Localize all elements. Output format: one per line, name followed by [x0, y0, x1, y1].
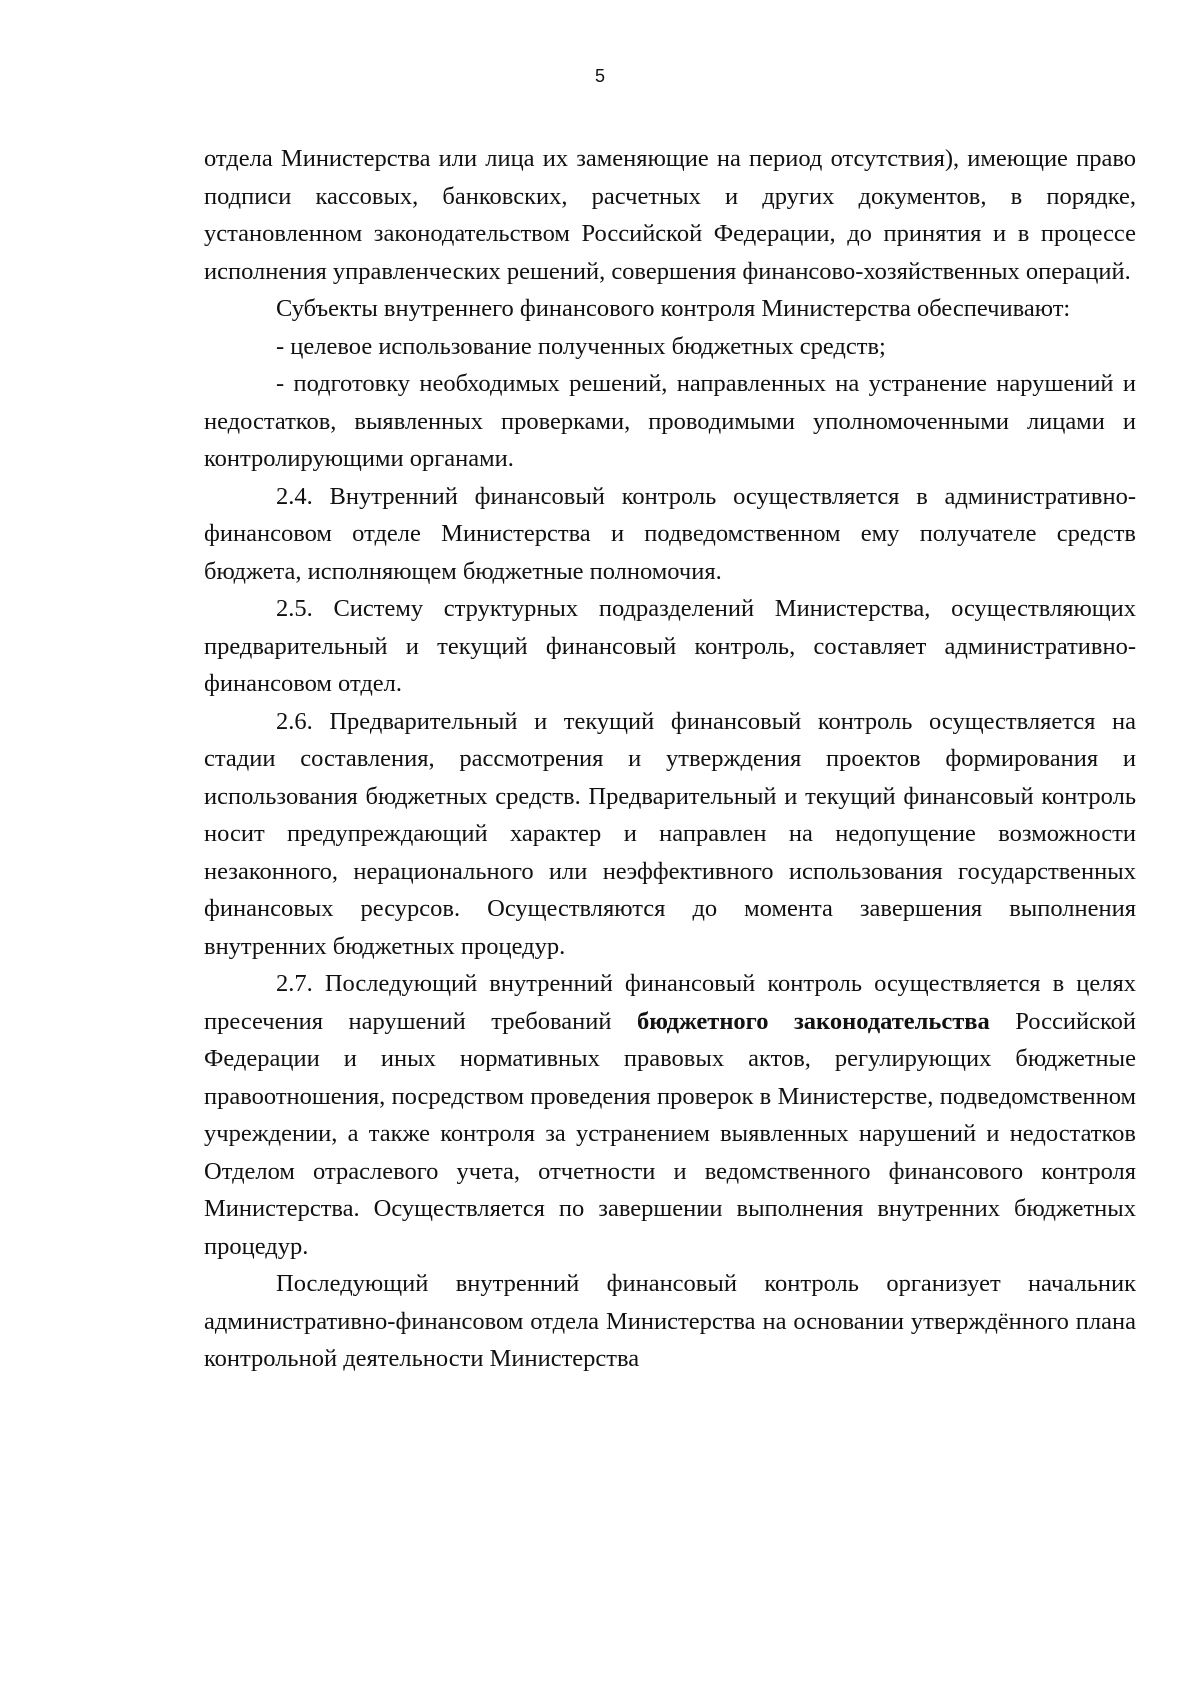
document-body [204, 140, 1136, 1378]
paragraph-2-4: 2.4. Внутренний финансовый контроль осуществляется в административно-финансовом отделе Министерства и подведомственном ему получателе средств бюджета, исполняющем бюджетные полномочия. [204, 482, 1136, 585]
paragraph-2-7-start: 2.7. Последующий внутренний финансовый контроль осуществляется в целях пресечения нарушений требований [204, 970, 1136, 1035]
list-item-target-use: - целевое использование полученных бюджетных средств; [276, 332, 886, 360]
paragraph-2-7-end: Российской Федерации и иных нормативных правовых актов, регулирующих бюджетные правоотношения, посредством проведения проверок в Министерстве, подведомственном учреждении, а также контроля за устранением выявленных нарушений и недостатков Отделом отраслевого учета, отчетности и ведомственного финансового контроля Министерства. Осуществляется по завершении выполнения внутренних бюджетных процедур. [204, 1007, 1137, 1260]
paragraph-subsequent-control: Последующий внутренний финансовый контроль организует начальник административно-финансовом отдела Министерства на основании утверждённого плана контрольной деятельности Министерства [204, 1270, 1136, 1372]
paragraph-subjects: Субъекты внутреннего финансового контроля Министерства обеспечивают: [276, 295, 1071, 322]
list-item-decisions: - подготовку необходимых решений, направленных на устранение нарушений и недостатков, выявленных проверками, проводимыми уполномоченными лицами и контролирующими органами. [204, 370, 1136, 472]
paragraph-continuation: отдела Министерства или лица их заменяющие на период отсутствия), имеющие право подписи кассовых, банковских, расчетных и других документов, в порядке, установленном законодательством Российской Федерации, до принятия и в процессе исполнения управленческих решений, совершения финансово-хозяйственных операций. [204, 145, 1136, 285]
paragraph-2-6: 2.6. Предварительный и текущий финансовый контроль осуществляется на стадии составления, рассмотрения и утверждения проектов формирования и использования бюджетных средств. Предварительный и текущий финансовый контроль носит предупреждающий характер и направлен на недопущение возможности незаконного, нерационального или неэффективного использования государственных финансовых ресурсов. Осуществляются до момента завершения выполнения внутренних бюджетных процедур. [204, 707, 1136, 960]
page-number: 5 [594, 66, 605, 86]
paragraph-2-7-bold: бюджетного законодательства [637, 1007, 990, 1035]
paragraph-2-5: 2.5. Систему структурных подразделений Министерства, осуществляющих предварительный и текущий финансовый контроль, составляет административно-финансовом отдел. [204, 595, 1136, 697]
paragraph-2-7 [204, 965, 1136, 1265]
